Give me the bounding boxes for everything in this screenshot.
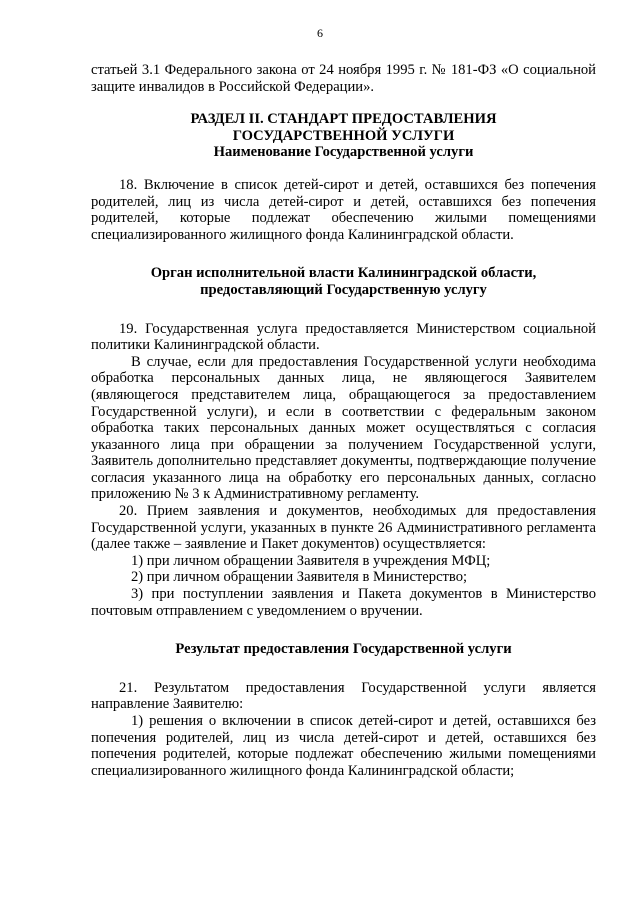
heading-organ-line2: предоставляющий Государственную услугу (200, 281, 487, 298)
heading-result: Результат предоставления Государственной услуги (175, 641, 512, 658)
heading-organ-line1: Орган исполнительной власти Калининградской области, (150, 265, 537, 282)
paragraph-21-item: 1) решения о включении в список детей-сирот и детей, оставшихся без попечения родителей, лиц из числа детей-сирот и детей, оставшихся без попечения родителей, которые подлежат обеспечению жилыми помещениями специализированного жилищного фонда Калининградской области; (91, 713, 596, 779)
document-body (91, 62, 596, 779)
section-title-line2: ГОСУДАРСТВЕННОЙ УСЛУГИ (232, 127, 455, 144)
paragraph-20-item: 1) при личном обращении Заявителя в учреждения МФЦ; (131, 552, 491, 569)
paragraph-18: 18. Включение в список детей-сирот и детей, оставшихся без попечения родителей, лиц из числа детей-сирот и детей, оставшихся без попечения родителей, которые подлежат обеспечению жилыми помещениями специализированного жилищного фонда Калининградской области. (91, 176, 596, 243)
intro-paragraph: статьей 3.1 Федерального закона от 24 ноября 1995 г. № 181-ФЗ «О социальной защите инвалидов в Российской Федерации». (91, 62, 596, 95)
page-number: 6 (317, 26, 323, 40)
paragraph-20-item: 2) при личном обращении Заявителя в Министерство; (131, 569, 468, 586)
section-subtitle: Наименование Государственной услуги (213, 144, 474, 161)
paragraph-21: 21. Результатом предоставления Государственной услуги является направление Заявителю: (91, 679, 596, 713)
paragraph-20: 20. Прием заявления и документов, необходимых для предоставления Государственной услуги, указанных в пункте 26 Административного регламента (далее также – заявление и Пакет документов) осуществляется: (91, 503, 596, 553)
section-title-line1: РАЗДЕЛ II. СТАНДАРТ ПРЕДОСТАВЛЕНИЯ (190, 111, 497, 128)
paragraph-19: 19. Государственная услуга предоставляется Министерством социальной политики Калининградской области. (91, 320, 596, 354)
paragraph-19-consent: В случае, если для предоставления Государственной услуги необходима обработка персональных данных лица, не являющегося Заявителем (являющегося представителем лица, обращающегося за предоставлением Государственной услуги), и если в соответствии с федеральным законом обработка таких персональных данных может осуществляться с согласия указанного лица при обращении за получением Государственной услуги, Заявитель дополнительно представляет документы, подтверждающие получение согласия указанного лица на обработку его персональных данных, согласно приложению № 3 к Административному регламенту. (91, 353, 596, 503)
paragraph-20-item: 3) при поступлении заявления и Пакета документов в Министерство почтовым отправлением с уведомлением о вручении. (91, 586, 596, 619)
